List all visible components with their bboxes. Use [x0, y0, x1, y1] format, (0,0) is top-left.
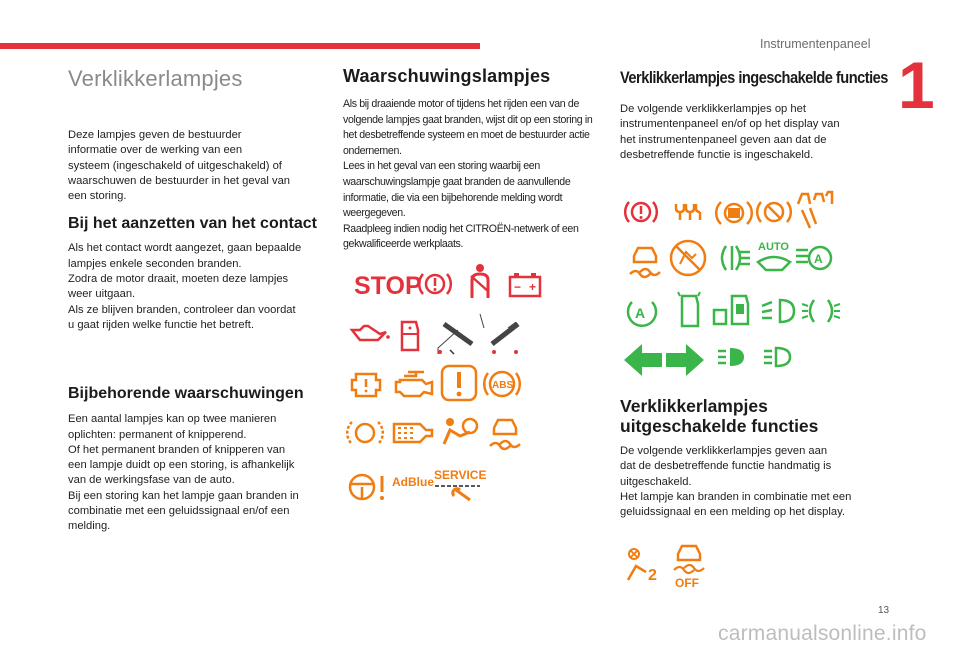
warnings-text: Een aantal lampjes kan op twee manieren oplichten: permanent of knipperend. Of het permanent branden of knipperen van een lampje duidt op een storing, is afhankelijk van de werkingsfase van de auto. Bij een storing kan het lampje gaan branden in combinatie met een geluidssignaal en/of een melding.	[68, 413, 299, 533]
auto-wipers-icon	[754, 238, 794, 278]
svg-text:AUTO: AUTO	[758, 241, 789, 253]
stop-icon	[354, 270, 422, 300]
engine-check-icon	[394, 368, 434, 400]
power-steering-icon	[346, 470, 386, 504]
lane-assist-off-icon	[668, 238, 708, 278]
section-title: Instrumentenpaneel	[760, 37, 871, 51]
door-open-icon	[398, 316, 422, 354]
header-red-bar	[0, 43, 480, 49]
stability-control-icon	[486, 414, 522, 450]
turn-signal-icon	[622, 340, 706, 380]
main-beam-icon	[716, 346, 746, 370]
svg-text:2: 2	[648, 567, 657, 584]
watermark: carmanualsonline.info	[718, 622, 927, 645]
svg-text:SERVICE: SERVICE	[434, 468, 487, 482]
warning-lamps-heading: Waarschuwingslampjes	[343, 66, 551, 86]
brake-pad-icon	[714, 196, 754, 230]
page-number: 13	[878, 605, 890, 616]
auto-headlamp-icon	[794, 242, 834, 274]
column-uitgeschakelde-functies	[620, 396, 882, 520]
cruise-pedal-icon	[794, 190, 834, 230]
preheat-coil-icon	[672, 200, 706, 224]
svg-text:STOP: STOP	[354, 272, 422, 300]
contact-heading: Bij het aanzetten van het contact	[68, 215, 317, 233]
stop-start-icon	[624, 294, 660, 330]
front-fog-icon	[716, 242, 752, 274]
diesel-preheat-icon	[350, 370, 384, 400]
svg-text:+: +	[529, 280, 537, 294]
child-lock-icon	[710, 290, 752, 332]
warnings-heading: Bijbehorende waarschuwingen	[68, 385, 304, 403]
disabled-functions-text: De volgende verklikkerlampjes geven aan dat de desbetreffende functie handmatig is uitgeschakeld. Het lampje kan branden in combinatie met een geluidssignaal en een melding op het display.	[620, 445, 852, 519]
esp-off-label-icon	[672, 544, 706, 588]
brake-pad-wear-icon	[346, 416, 384, 450]
svg-text:OFF: OFF	[675, 576, 699, 590]
seatbelt-icon	[466, 262, 494, 302]
page-title: Verklikkerlampjes	[68, 66, 243, 91]
column-waarschuwingslampjes	[343, 62, 603, 253]
svg-text:ABS: ABS	[492, 380, 514, 391]
esp-off-icon	[626, 242, 662, 278]
oil-pressure-icon	[350, 322, 390, 344]
airbag-off-icon	[440, 414, 480, 450]
parking-brake-icon	[756, 196, 792, 228]
service-icon	[434, 466, 487, 506]
enabled-functions-heading: Verklikkerlampjes ingeschakelde functies	[620, 68, 888, 87]
svg-text:A: A	[635, 305, 646, 321]
contact-text: Als het contact wordt aangezet, gaan bepaalde lampjes enkele seconden branden. Zodra de motor draait, moeten deze lampjes weer uitgaan. Als ze blijven branden, controleer dan voordat u gaat rijden welke functie het betreft.	[68, 242, 302, 331]
abs-icon	[482, 366, 522, 402]
adblue-icon	[392, 472, 436, 492]
svg-text:A: A	[814, 252, 823, 266]
column-ingeschakelde-functies	[620, 62, 888, 163]
seatbelt-passenger-off-icon	[624, 546, 664, 586]
temperature-gauge-icon	[432, 310, 522, 362]
enabled-functions-text: De volgende verklikkerlampjes op het instrumentenpaneel en/of op het display van het instrumentenpaneel geven aan dat de desbetreffende functie is ingeschakeld.	[620, 103, 840, 161]
column-verklikkerlampjes	[68, 62, 318, 535]
door-warning-icon	[676, 290, 702, 332]
disabled-functions-heading: Verklikkerlampjes uitgeschakelde functies	[620, 396, 819, 436]
dipped-beam-icon	[760, 296, 796, 326]
general-warning-icon	[440, 364, 478, 402]
svg-text:−: −	[514, 280, 522, 294]
chapter-number: 1	[898, 48, 935, 122]
intro-text: Deze lampjes geven de bestuurder informatie over de werking van een systeem (ingeschakeld of uitgeschakeld) of waarschuwen de bestuurder in het geval van een storing.	[68, 129, 291, 203]
battery-icon	[508, 272, 542, 298]
sidelights-icon	[800, 296, 842, 326]
warning-lamps-text: Als bij draaiende motor of tijdens het rijden een van de volgende lampjes gaat branden, wijst dit op een storing in het desbetreffende systeem en moet de bestuurder actie ondernemen. Lees in het geval van een storing waarbij een waarschuwingslampje gaat branden de aanvullende informatie, die via een bijbehorende melding wordt weergegeven. Raadpleeg indien nodig het CITROËN-netwerk of een gekwalificeerde werkplaats.	[343, 98, 593, 251]
particle-filter-icon	[390, 418, 434, 448]
main-beam-outline-icon	[762, 346, 792, 370]
svg-text:AdBlue: AdBlue	[392, 475, 434, 489]
brake-red-icon	[624, 196, 658, 228]
brake-warning-icon	[418, 268, 452, 300]
